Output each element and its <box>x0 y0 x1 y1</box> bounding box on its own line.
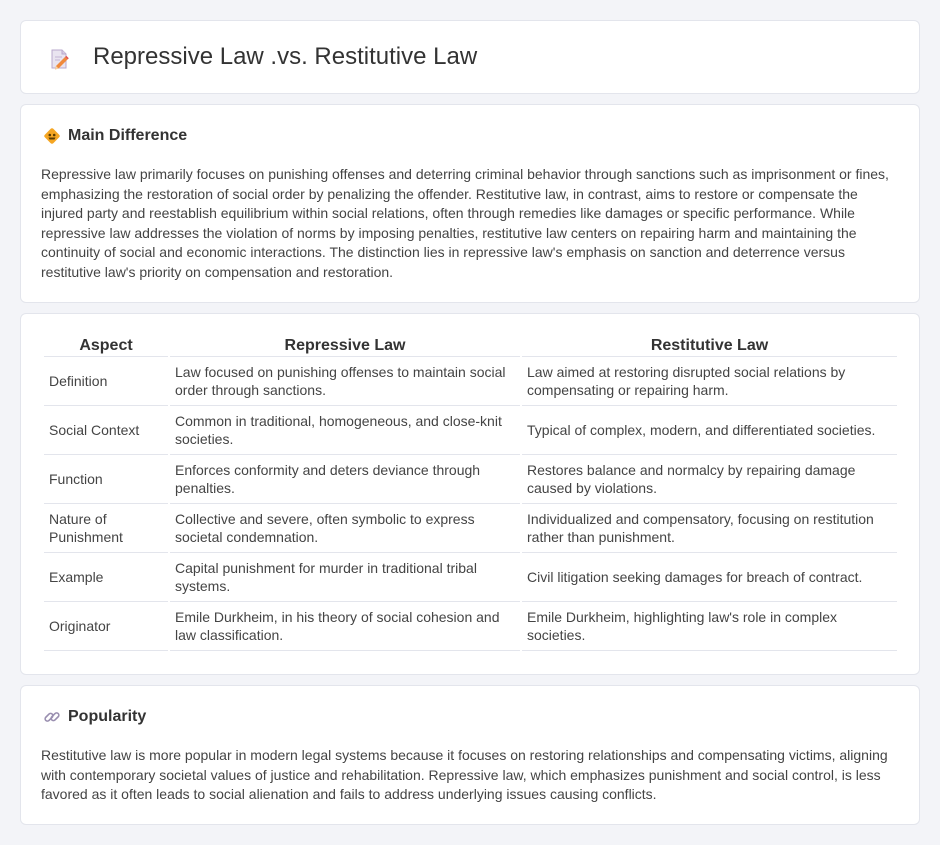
popularity-heading-row <box>43 708 146 726</box>
main-difference-text: Repressive law primarily focuses on punishing offenses and deterring criminal behavior through sanctions such as imprisonment or fines, emphasizing the restoration of social order by penalizing the offender. Restitutive law, in contrast, aims to restore or compensate the injured party and reestablish equilibrium within social relations, often through remedies like damages or specific performance. While repressive law addresses the violation of norms by imposing penalties, restitutive law centers on repairing harm and maintaining the continuity of social and economic interactions. The distinction lies in repressive law's emphasis on sanction and deterrence versus restitutive law's priority on compensation and restoration. <box>41 166 889 280</box>
popularity-heading: Popularity <box>68 708 147 725</box>
table-row <box>44 504 897 553</box>
document-pencil-icon <box>47 47 71 71</box>
comparison-table <box>42 335 899 651</box>
restitutive-cell: Restores balance and normalcy by repairing damage caused by violations. <box>522 455 897 504</box>
repressive-cell: Common in traditional, homogeneous, and close-knit societies. <box>170 406 520 455</box>
aspect-cell: Example <box>44 553 168 602</box>
popularity-section <box>20 685 920 825</box>
repressive-cell: Capital punishment for murder in traditional tribal systems. <box>170 553 520 602</box>
repressive-cell: Collective and severe, often symbolic to express societal condemnation. <box>170 504 520 553</box>
restitutive-cell: Law aimed at restoring disrupted social relations by compensating or repairing harm. <box>522 357 897 406</box>
aspect-cell: Social Context <box>44 406 168 455</box>
diamond-sign-icon <box>43 127 61 145</box>
comparison-section <box>20 313 920 675</box>
main-difference-heading-row <box>43 127 187 145</box>
table-row <box>44 553 897 602</box>
restitutive-cell: Civil litigation seeking damages for breach of contract. <box>522 553 897 602</box>
main-difference-section <box>20 104 920 303</box>
table-row <box>44 357 897 406</box>
title-card <box>20 20 920 94</box>
restitutive-cell: Emile Durkheim, highlighting law's role in complex societies. <box>522 602 897 651</box>
page-title: Repressive Law .vs. Restitutive Law <box>93 43 478 70</box>
table-header-row <box>44 335 897 357</box>
popularity-text: Restitutive law is more popular in modern legal systems because it focuses on restoring relationships and compensating victims, aligning with contemporary societal values of justice and rehabilitation. Repressive law, which emphasizes punishment and social control, is less favored as it often leads to social alienation and fails to address underlying issues causing conflicts. <box>41 747 888 802</box>
table-row <box>44 602 897 651</box>
aspect-cell: Function <box>44 455 168 504</box>
column-header-aspect: Aspect <box>44 335 168 357</box>
column-header-repressive: Repressive Law <box>170 335 520 357</box>
repressive-cell: Emile Durkheim, in his theory of social cohesion and law classification. <box>170 602 520 651</box>
link-icon <box>43 708 61 726</box>
aspect-cell: Definition <box>44 357 168 406</box>
repressive-cell: Enforces conformity and deters deviance through penalties. <box>170 455 520 504</box>
aspect-cell: Nature of Punishment <box>44 504 168 553</box>
restitutive-cell: Individualized and compensatory, focusing on restitution rather than punishment. <box>522 504 897 553</box>
column-header-restitutive: Restitutive Law <box>522 335 897 357</box>
table-row <box>44 406 897 455</box>
repressive-cell: Law focused on punishing offenses to maintain social order through sanctions. <box>170 357 520 406</box>
table-row <box>44 455 897 504</box>
main-difference-heading: Main Difference <box>68 127 188 144</box>
aspect-cell: Originator <box>44 602 168 651</box>
restitutive-cell: Typical of complex, modern, and differentiated societies. <box>522 406 897 455</box>
